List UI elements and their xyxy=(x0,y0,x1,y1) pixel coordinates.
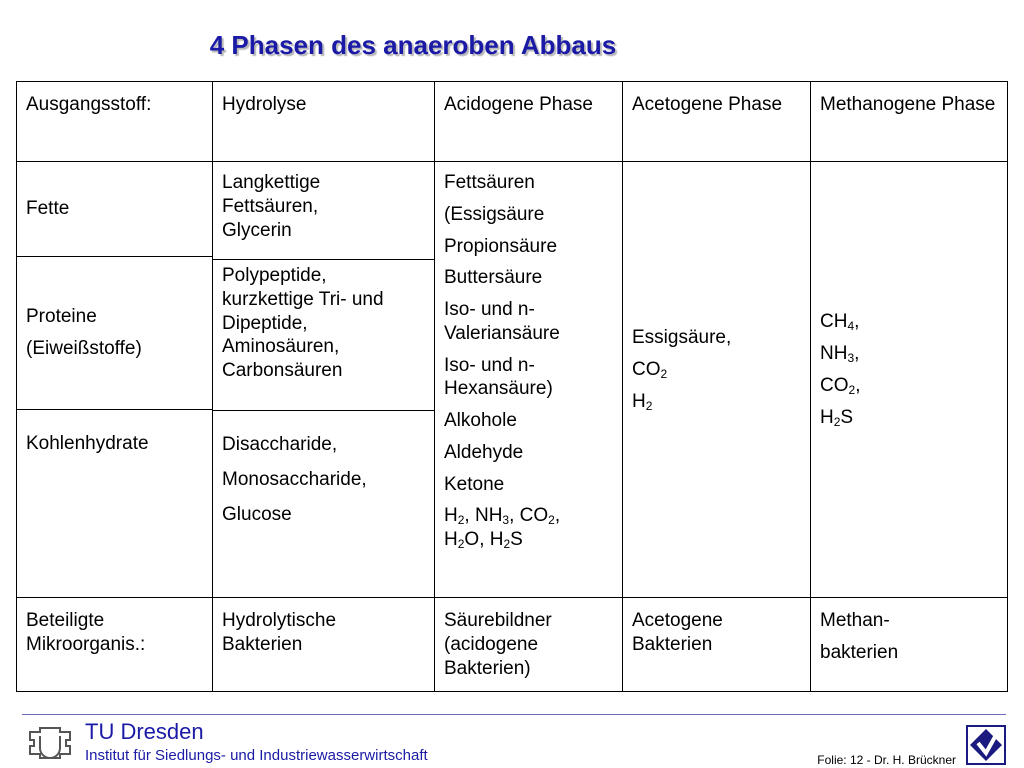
hydrolyse-kohlenhydrate xyxy=(213,410,434,597)
phases-table xyxy=(16,81,1008,692)
cell-line: Bakterien xyxy=(632,633,713,655)
acid-line: Iso- und n- xyxy=(444,299,535,320)
substrate-fette xyxy=(17,162,212,256)
substrate-label: Kohlenhydrate xyxy=(26,433,149,454)
product-line: Aminosäuren, xyxy=(222,336,340,358)
product-line: Monosaccharide, xyxy=(222,468,367,490)
product-line: Glucose xyxy=(222,503,292,525)
acid-gases xyxy=(444,504,613,552)
cell-line: Beteiligte xyxy=(26,610,105,631)
acetogene-essigsaeure: Essigsäure, xyxy=(632,327,732,349)
mikroorganis-label-cell xyxy=(17,598,213,692)
acetogene-co2: $CO_2$ xyxy=(632,358,668,381)
methanogene-bacteria-cell xyxy=(811,598,1008,692)
acid-essigsaeure: (Essigsäure xyxy=(444,203,545,225)
university-name: TU Dresden xyxy=(85,719,204,744)
footer-divider xyxy=(22,714,1006,715)
table-header-row xyxy=(17,82,1008,162)
header-methanogene: Methanogene Phase xyxy=(811,82,1008,162)
acid-aldehyde: Aldehyde xyxy=(444,441,524,463)
product-line: Fettsäuren, xyxy=(222,195,319,217)
acid-ketone: Ketone xyxy=(444,473,505,495)
slide-folio: Folie: 12 - Dr. H. Brückner xyxy=(817,753,956,767)
acid-line: Hexansäure) xyxy=(444,378,553,400)
institute-logo-icon xyxy=(966,725,1006,765)
substances-row xyxy=(17,162,1008,598)
acetogene-bacteria-cell xyxy=(623,598,811,692)
hydrolyse-cell xyxy=(213,162,435,598)
cell-line: Säurebildner xyxy=(444,610,552,631)
substrate-label: Fette xyxy=(26,198,70,220)
acid-propionsaeure: Propionsäure xyxy=(444,235,558,257)
ausgangsstoff-cell xyxy=(17,162,213,598)
product-line: Dipeptide, xyxy=(222,312,308,334)
slide-title: 4 Phasen des anaeroben Abbaus xyxy=(209,30,617,60)
cell-line: Hydrolytische xyxy=(222,610,337,631)
acid-fettsaeuren: Fettsäuren xyxy=(444,172,535,193)
cell-line: Mikroorganis.: xyxy=(26,633,146,655)
header-acidogene: Acidogene Phase xyxy=(435,82,623,162)
substrate-proteine xyxy=(17,256,212,409)
substrate-label: Proteine xyxy=(26,306,97,328)
product-line: Glycerin xyxy=(222,219,292,241)
header-acetogene: Acetogene Phase xyxy=(623,82,811,162)
hydrolyse-bacteria-cell xyxy=(213,598,435,692)
header-hydrolyse: Hydrolyse xyxy=(213,82,435,162)
product-line: Langkettige xyxy=(222,172,321,193)
product-line: kurzkettige Tri- und xyxy=(222,288,384,310)
methan-ch4: $CH_4$, xyxy=(820,311,860,333)
acidogene-bacteria-cell xyxy=(435,598,623,692)
cell-line: Methan- xyxy=(820,610,890,631)
methan-h2s: $H_2S$ xyxy=(820,407,854,429)
gas-formula-line-1: $H_2$, $NH_3$, $CO_2$, xyxy=(444,505,561,528)
cell-line: Bakterien xyxy=(222,633,303,655)
acid-line: Valeriansäure xyxy=(444,322,560,344)
acid-valeriansaeure xyxy=(444,298,613,346)
hydrolyse-fette xyxy=(213,162,434,259)
methanogene-cell xyxy=(811,162,1008,598)
substrate-kohlenhydrate xyxy=(17,409,212,597)
acid-alkohole: Alkohole xyxy=(444,410,517,431)
product-line: Carbonsäuren xyxy=(222,360,343,381)
microorganisms-row xyxy=(17,598,1008,692)
acetogene-cell xyxy=(623,162,811,598)
header-ausgangsstoff: Ausgangsstoff: xyxy=(17,82,213,162)
acid-hexansaeure xyxy=(444,354,613,402)
product-line: Disaccharide, xyxy=(222,434,338,455)
cell-line: (acidogene xyxy=(444,633,539,655)
acid-buttersaeure: Buttersäure xyxy=(444,267,543,289)
substrate-label: (Eiweißstoffe) xyxy=(26,338,142,359)
cell-line: bakterien xyxy=(820,641,899,663)
institute-name: Institut für Siedlungs- und Industriewasserwirtschaft xyxy=(85,747,428,764)
acid-line: Iso- und n- xyxy=(444,354,535,376)
gas-formula-line-2: $H_2O$, $H_2S$ xyxy=(444,529,523,552)
methan-nh3: $NH_3$, xyxy=(820,343,860,365)
methan-co2: $CO_2$, xyxy=(820,375,861,397)
acetogene-h2: $H_2$ xyxy=(632,390,653,413)
acidogene-cell xyxy=(435,162,623,598)
cell-line: Bakterien) xyxy=(444,657,531,679)
cell-line: Acetogene xyxy=(632,610,723,631)
product-line: Polypeptide, xyxy=(222,265,327,286)
hydrolyse-proteine xyxy=(213,259,434,410)
tu-dresden-logo-icon xyxy=(26,724,74,762)
